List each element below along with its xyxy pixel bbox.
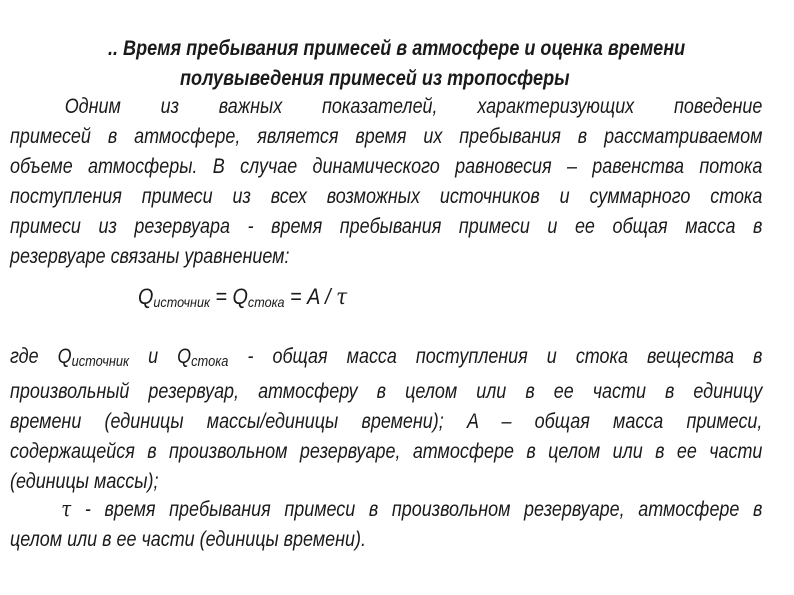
paragraph-definitions — [10, 342, 762, 497]
heading-line-1: .. Время пребывания примесей в атмосфере и оценка времени — [108, 37, 686, 60]
q-source-subscript: источник — [153, 294, 210, 310]
tau-symbol: τ — [61, 497, 72, 521]
paragraph-line: (единицы массы); — [10, 470, 159, 493]
q-sink-subscript: стока — [247, 294, 285, 310]
paragraph-line — [10, 342, 762, 377]
q-source-symbol: Q — [138, 284, 154, 309]
q-sink-subscript: стока — [191, 353, 229, 370]
equation — [138, 282, 347, 317]
paragraph-line: примесей в атмосфере, является время их пребывания в рассматриваемом — [10, 125, 763, 148]
tau-symbol: τ — [336, 285, 348, 310]
equals-sign: = — [209, 284, 233, 309]
paragraph-line: объеме атмосферы. В случае динамического равновесия – равенства потока — [10, 155, 763, 178]
equation-rest: = A / — [284, 284, 337, 309]
tau-definition: - время пребывания примеси в произвольном резервуаре, атмосфере в — [71, 498, 763, 521]
q-sink-symbol: Q — [232, 284, 248, 309]
paragraph-line: произвольный резервуар, атмосферу в целом или в ее части в единицу — [10, 380, 763, 403]
q-source-subscript: источник — [71, 353, 130, 370]
paragraph-line: примеси из резервуара - время пребывания примеси и ее общая масса в — [10, 215, 763, 238]
paragraph-line — [10, 494, 762, 525]
definition-start: где Q — [10, 345, 72, 368]
paragraph-tau — [10, 494, 762, 555]
paragraph-line: поступления примеси из всех возможных источников и суммарного стока — [10, 185, 763, 208]
paragraph-line: целом или в ее части (единицы времени). — [10, 528, 366, 551]
paragraph-intro — [10, 92, 762, 272]
paragraph-line: Одним из важных показателей, характеризующих поведение — [64, 95, 763, 118]
heading-line-2: полувыведения примесей из тропосферы — [180, 67, 570, 90]
paragraph-line: резервуаре связаны уравнением: — [10, 245, 290, 268]
paragraph-line: содержащейся в произвольном резервуаре, атмосфере в целом или в ее части — [10, 440, 763, 463]
definition-end: - общая масса поступления и стока вещества в — [228, 345, 763, 368]
paragraph-line: времени (единицы массы/единицы времени); A – общая масса примеси, — [10, 410, 763, 433]
definition-mid: и Q — [129, 345, 192, 368]
